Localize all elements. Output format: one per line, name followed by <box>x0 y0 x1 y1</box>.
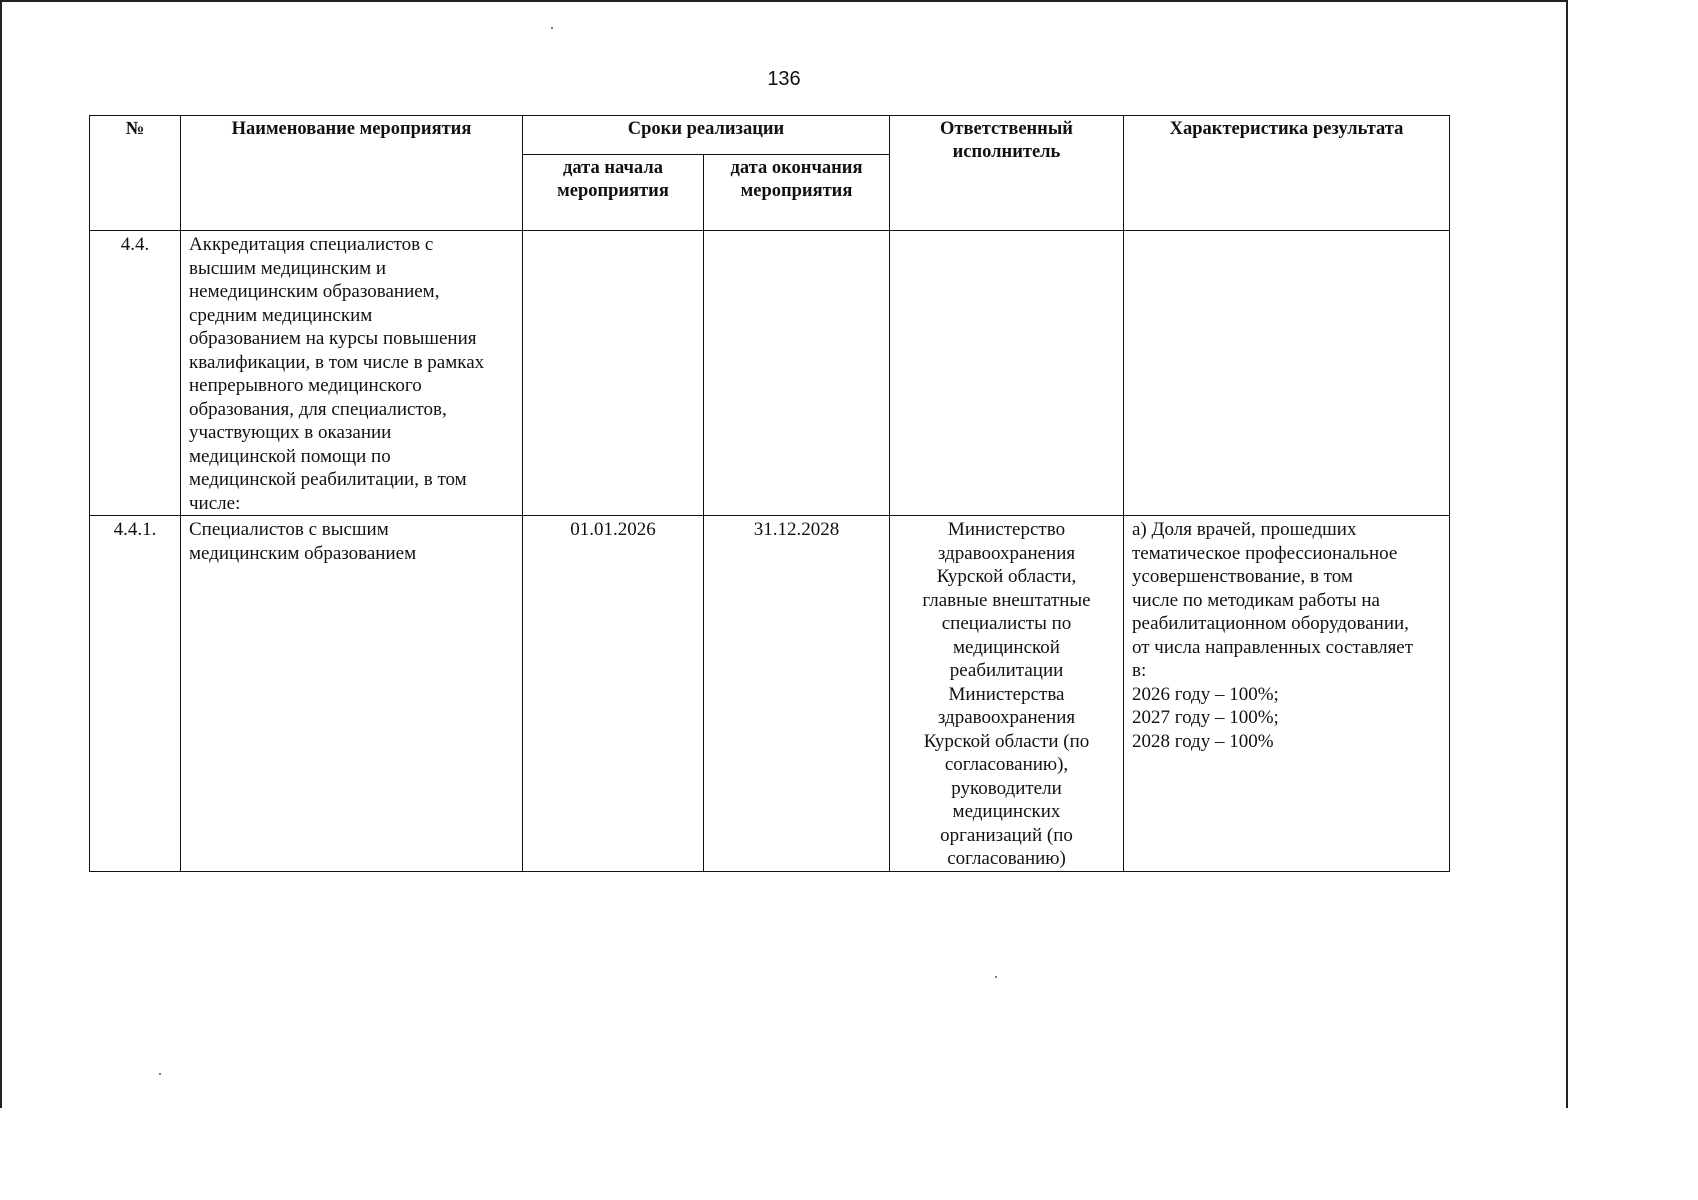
scan-speck <box>551 27 553 29</box>
scan-edge-top <box>0 0 1568 2</box>
result <box>1124 231 1450 516</box>
header-result: Характеристика результата <box>1124 116 1450 231</box>
page-number: 136 <box>767 68 801 90</box>
end-date <box>704 231 890 516</box>
activity-name: Аккредитация специалистов с высшим медицинским и немедицинским образованием, средним медицинским образованием на курсы повышения квалификации, в том числе в рамках непрерывного медицинского образования, для специалистов, участвующих в оказании медицинской помощи по медицинской реабилитации, в том числе: <box>181 231 523 516</box>
table-row <box>90 231 1450 516</box>
header-implementation-period: Сроки реализации <box>523 116 890 155</box>
end-date: 31.12.2028 <box>704 516 890 872</box>
scan-speck <box>159 1073 161 1075</box>
scan-speck <box>995 976 997 978</box>
activities-table <box>89 115 1450 872</box>
responsible <box>890 231 1124 516</box>
header-end-date: дата окончания мероприятия <box>704 155 890 231</box>
table-row <box>90 516 1450 872</box>
scan-edge-right <box>1566 0 1568 1108</box>
header-activity-name: Наименование мероприятия <box>181 116 523 231</box>
header-number: № <box>90 116 181 231</box>
start-date <box>523 231 704 516</box>
header-responsible: Ответственный исполнитель <box>890 116 1124 231</box>
scan-edge-left <box>0 0 2 1108</box>
activity-name: Специалистов с высшим медицинским образованием <box>181 516 523 872</box>
result: а) Доля врачей, прошедших тематическое профессиональное усовершенствование, в том числе по методикам работы на реабилитационном оборудовании, от числа направленных составляет в: 2026 году – 100%; 2027 году – 100%; 2028 году – 100% <box>1124 516 1450 872</box>
start-date: 01.01.2026 <box>523 516 704 872</box>
row-number: 4.4.1. <box>90 516 181 872</box>
header-start-date: дата начала мероприятия <box>523 155 704 231</box>
row-number: 4.4. <box>90 231 181 516</box>
responsible: Министерство здравоохранения Курской области, главные внештатные специалисты по медицинской реабилитации Министерства здравоохранения Курской области (по согласованию), руководители медицинских организаций (по согласованию) <box>890 516 1124 872</box>
